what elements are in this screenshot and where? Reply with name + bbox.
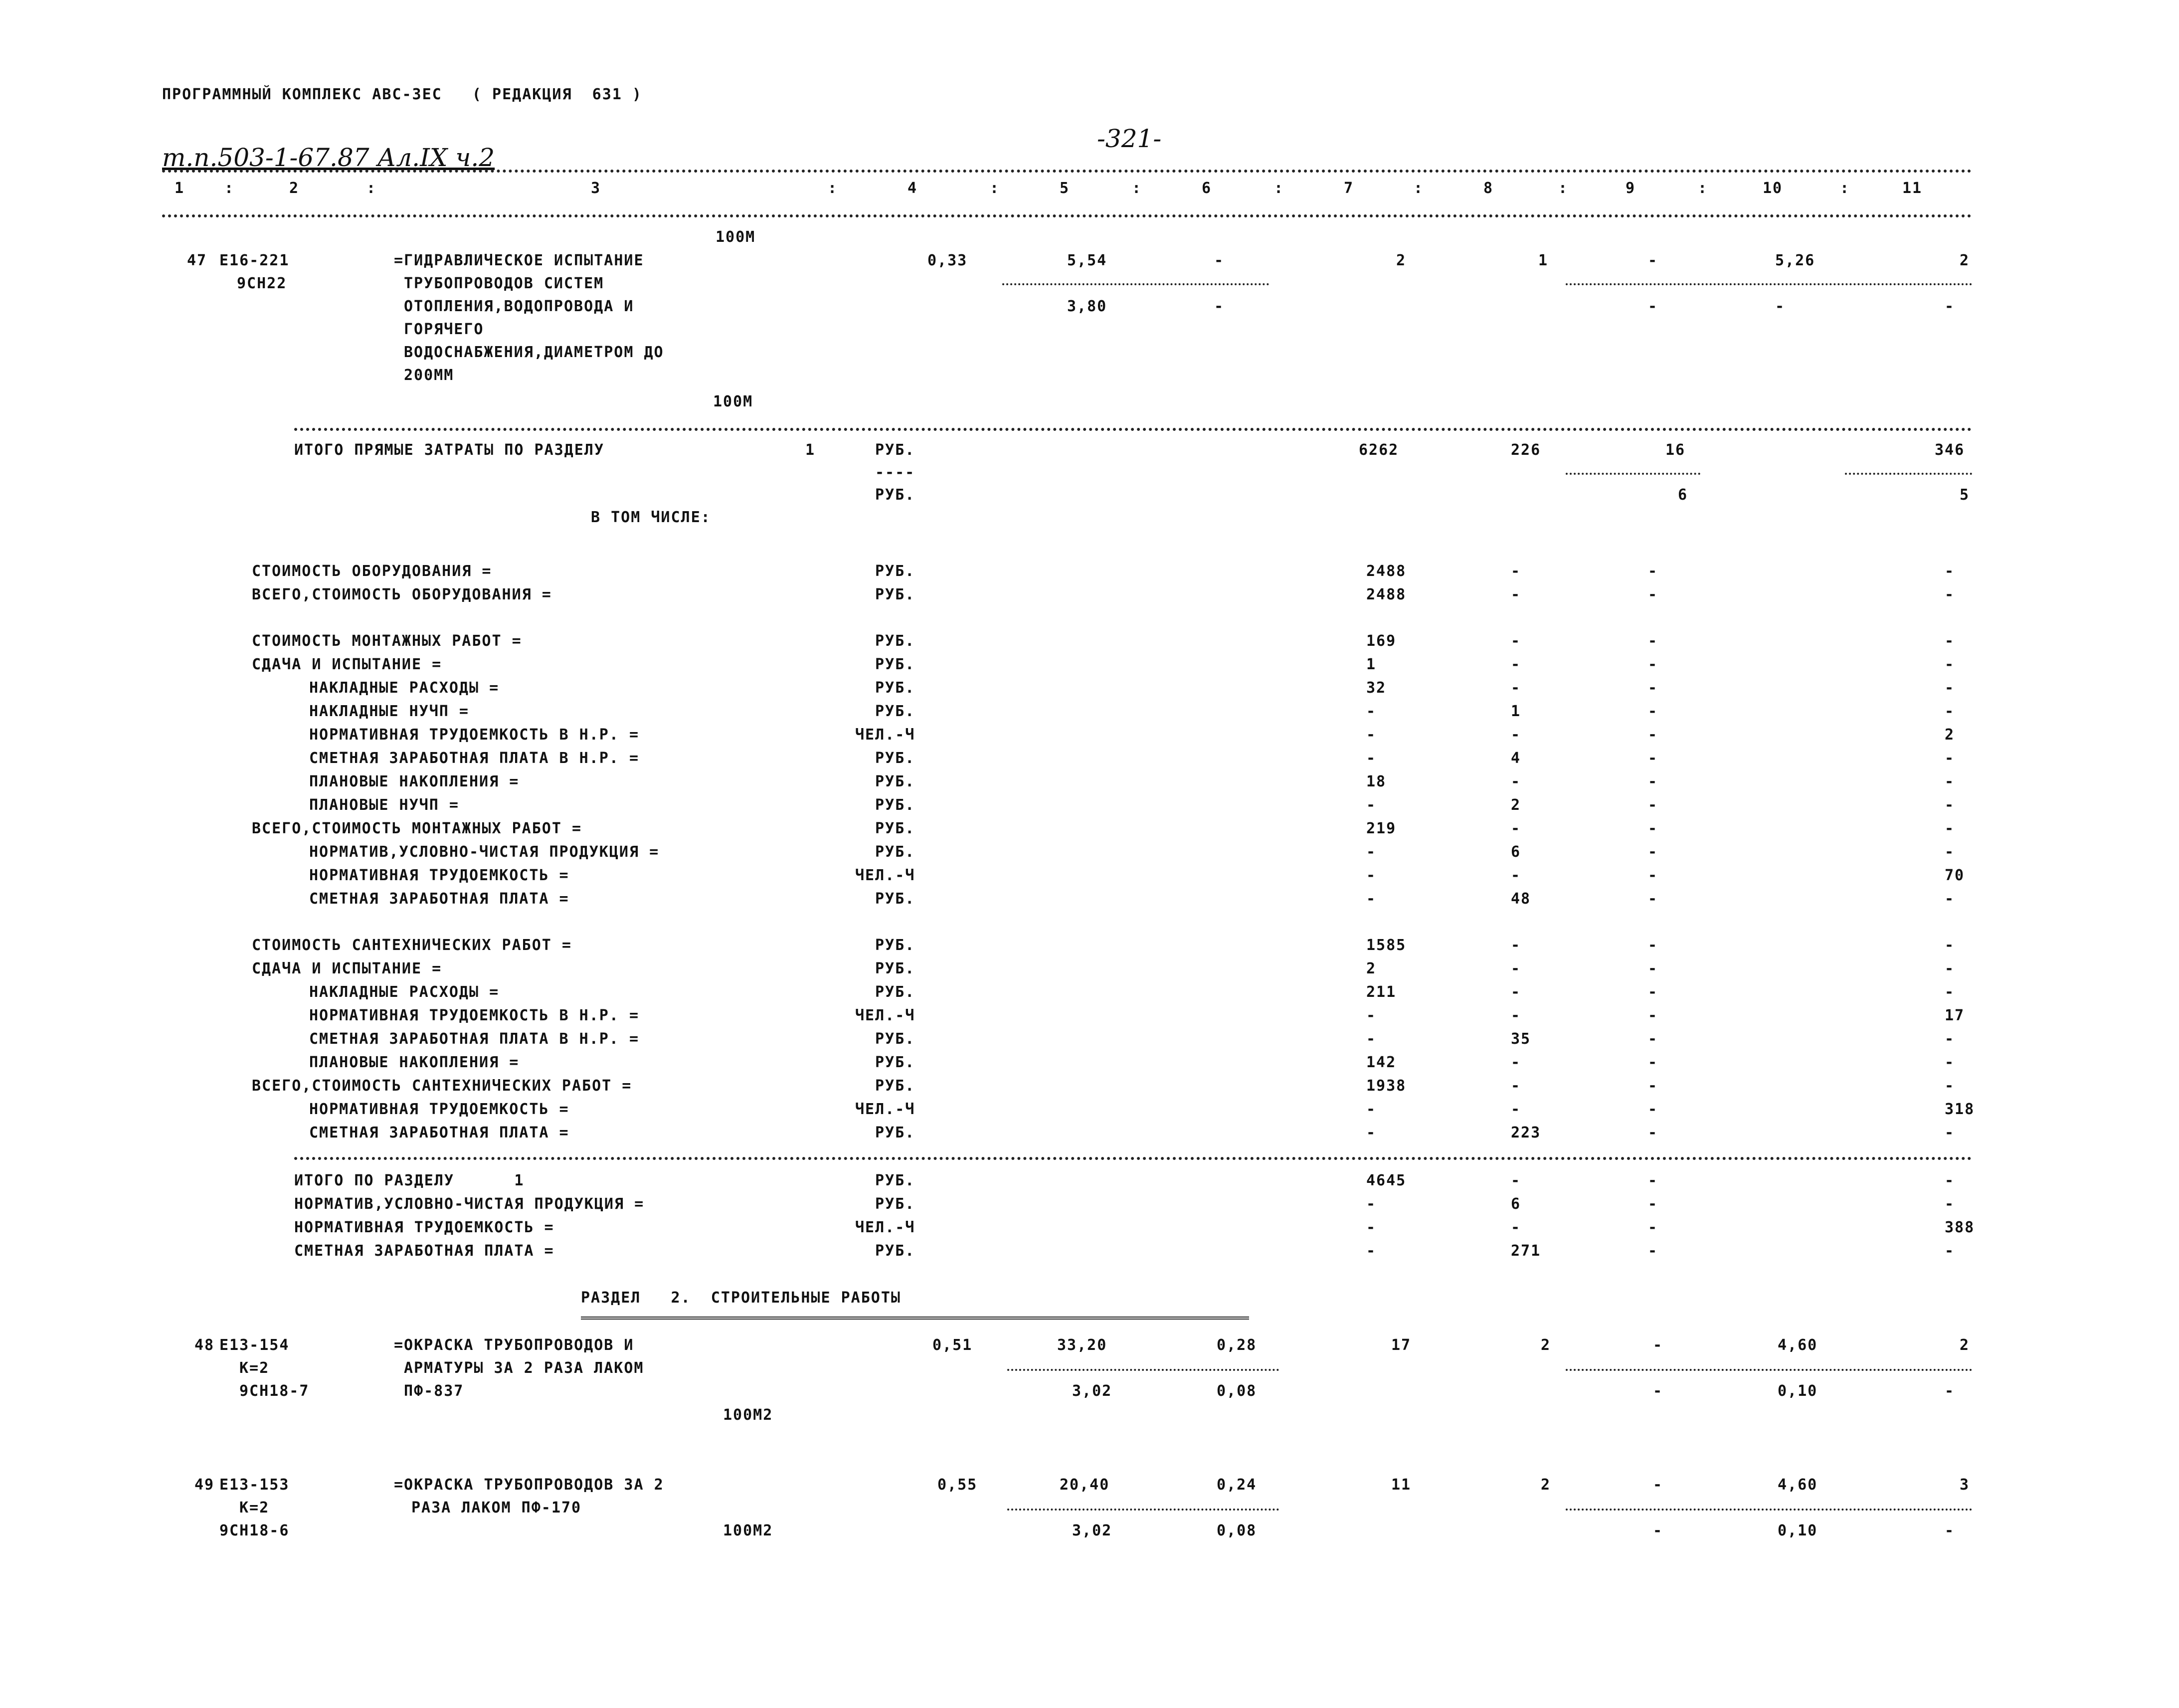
cell-c7: -: [1366, 1195, 1377, 1213]
col-sep: :: [1274, 180, 1284, 197]
unit-label: РУБ.: [875, 441, 915, 459]
row-label: ПЛАНОВЫЕ НАКОПЛЕНИЯ =: [309, 1054, 520, 1071]
cell-c9-lower: 6: [1678, 486, 1688, 504]
cell-c7: -: [1366, 1030, 1377, 1048]
cell-c7: -: [1366, 703, 1377, 720]
cell-c7: 32: [1366, 679, 1387, 697]
cell-c11: -: [1945, 890, 1955, 908]
cell-c9: -: [1648, 1242, 1658, 1260]
cell-c7: -: [1366, 1101, 1377, 1118]
row-unit: РУБ.: [875, 820, 915, 837]
row-unit: РУБ.: [875, 937, 915, 954]
row-unit: РУБ.: [875, 1172, 915, 1189]
cell-c11: -: [1945, 1030, 1955, 1048]
row-label: СМЕТНАЯ ЗАРАБОТНАЯ ПЛАТА =: [309, 1124, 569, 1141]
cell-divider: [1007, 1369, 1279, 1371]
cell-c9: 16: [1665, 441, 1686, 459]
cell-c8: -: [1511, 1007, 1521, 1024]
cell-c7: 18: [1366, 773, 1387, 790]
row-unit: РУБ.: [875, 679, 915, 697]
row-unit: РУБ.: [875, 1030, 915, 1048]
col-5: 5: [1060, 180, 1070, 197]
cell-c7: 211: [1366, 983, 1397, 1001]
row-label: НАКЛАДНЫЕ НУЧП =: [309, 703, 469, 720]
cell-c9: -: [1648, 750, 1658, 767]
cell-c8: 2: [1541, 1476, 1551, 1494]
row-label: НОРМАТИВ,УСЛОВНО-ЧИСТАЯ ПРОДУКЦИЯ =: [309, 843, 660, 861]
item-coefficient: К=2: [239, 1499, 270, 1517]
section-2-underline: [581, 1317, 1249, 1320]
row-unit: РУБ.: [875, 632, 915, 650]
item-code: Е13-153: [219, 1476, 290, 1494]
cell-c11: -: [1945, 1124, 1955, 1141]
cell-c11: 318: [1945, 1101, 1975, 1118]
col-sep: :: [1698, 180, 1708, 197]
cell-c9-lower: -: [1653, 1382, 1663, 1400]
row-unit: РУБ.: [875, 960, 915, 977]
document-reference: т.п.503-1-67.87 Ал.IX ч.2: [162, 143, 495, 172]
cell-c7: -: [1366, 1219, 1377, 1236]
section-rule: [294, 1157, 1972, 1160]
cell-c11: -: [1945, 1195, 1955, 1213]
cell-c9: -: [1648, 983, 1658, 1001]
section-rule: [294, 428, 1972, 431]
cell-c5: 33,20: [1057, 1336, 1107, 1354]
row-unit: РУБ.: [875, 586, 915, 603]
cell-c4: 0,51: [932, 1336, 973, 1354]
cell-c8: -: [1511, 679, 1521, 697]
cell-c9: -: [1648, 1172, 1658, 1189]
cell-c7: 2488: [1366, 586, 1407, 603]
cell-c7: 4645: [1366, 1172, 1407, 1189]
row-unit: РУБ.: [875, 1195, 915, 1213]
unit-dash: ----: [875, 464, 915, 481]
cell-c11: -: [1945, 1172, 1955, 1189]
col-sep: :: [1558, 180, 1569, 197]
item-description-line: =ОКРАСКА ТРУБОПРОВОДОВ И: [394, 1336, 634, 1354]
col-sep: :: [1132, 180, 1142, 197]
col-8: 8: [1483, 180, 1494, 197]
item-unit-top: 100М: [716, 228, 756, 246]
cell-divider: [1002, 283, 1269, 285]
cell-c10: 4,60: [1778, 1336, 1818, 1354]
cell-c11: -: [1945, 1242, 1955, 1260]
row-label: ПЛАНОВЫЕ НАКОПЛЕНИЯ =: [309, 773, 520, 790]
cell-c11: -: [1945, 656, 1955, 673]
cell-c11: -: [1945, 773, 1955, 790]
cell-c8: 35: [1511, 1030, 1531, 1048]
row-unit: РУБ.: [875, 656, 915, 673]
cell-c9-lower: -: [1653, 1522, 1663, 1539]
row-unit: РУБ.: [875, 843, 915, 861]
cell-c11: 3: [1960, 1476, 1970, 1494]
cell-c9: -: [1648, 1101, 1658, 1118]
cell-c8: -: [1511, 773, 1521, 790]
row-unit: ЧЕЛ.-Ч: [855, 726, 915, 744]
cell-c11: 346: [1935, 441, 1965, 459]
cell-c8: -: [1511, 656, 1521, 673]
cell-c10-lower: -: [1775, 298, 1786, 315]
row-label: НАКЛАДНЫЕ РАСХОДЫ =: [309, 983, 500, 1001]
col-sep: :: [828, 180, 838, 197]
cell-c8: -: [1511, 867, 1521, 884]
cell-c9: -: [1648, 1007, 1658, 1024]
row-unit: РУБ.: [875, 563, 915, 580]
item-unit: 100М2: [723, 1522, 773, 1539]
col-10: 10: [1763, 180, 1783, 197]
item-description-line: ОТОПЛЕНИЯ,ВОДОПРОВОДА И: [404, 298, 634, 315]
cell-c9: -: [1648, 937, 1658, 954]
cell-divider: [1566, 283, 1972, 285]
row-label: СМЕТНАЯ ЗАРАБОТНАЯ ПЛАТА =: [309, 890, 569, 908]
cell-c9: -: [1648, 726, 1658, 744]
cell-c11: -: [1945, 1054, 1955, 1071]
cell-c9: -: [1648, 890, 1658, 908]
cell-divider: [1566, 1369, 1972, 1371]
cell-c11: -: [1945, 960, 1955, 977]
cell-c7: 1: [1366, 656, 1377, 673]
cell-c8: -: [1511, 960, 1521, 977]
cell-c7: 2: [1366, 960, 1377, 977]
col-3: 3: [591, 180, 601, 197]
cell-c6: 0,28: [1217, 1336, 1257, 1354]
cell-c9: -: [1648, 1219, 1658, 1236]
row-unit: РУБ.: [875, 750, 915, 767]
item-unit-bottom: 100М: [713, 393, 753, 410]
cell-c11-lower: -: [1945, 1382, 1955, 1400]
including-heading: В ТОМ ЧИСЛЕ:: [591, 509, 711, 526]
cell-c11: -: [1945, 1077, 1955, 1095]
cell-c7: -: [1366, 796, 1377, 814]
cell-c8: 4: [1511, 750, 1521, 767]
cell-c9-lower: -: [1648, 298, 1658, 315]
cell-divider: [1845, 473, 1972, 475]
cell-c4: 0,55: [937, 1476, 978, 1494]
row-label: НОРМАТИВНАЯ ТРУДОЕМКОСТЬ В Н.Р. =: [309, 726, 640, 744]
cell-c11: -: [1945, 843, 1955, 861]
cell-c9: -: [1653, 1336, 1663, 1354]
cell-divider: [1566, 1509, 1972, 1511]
program-line: ПРОГРАММНЫЙ КОМПЛЕКС АВС-ЗЕС ( РЕДАКЦИЯ 631 ): [162, 86, 642, 103]
cell-c7: -: [1366, 1124, 1377, 1141]
cell-c10: 5,26: [1775, 252, 1816, 269]
row-unit: РУБ.: [875, 983, 915, 1001]
row-unit: РУБ.: [875, 890, 915, 908]
header-bottom-rule: [162, 214, 1972, 217]
item-description-line: АРМАТУРЫ ЗА 2 РАЗА ЛАКОМ: [404, 1359, 644, 1377]
cell-c9: -: [1648, 586, 1658, 603]
cell-c9: -: [1648, 1030, 1658, 1048]
item-coefficient: К=2: [239, 1359, 270, 1377]
cell-c11: 388: [1945, 1219, 1975, 1236]
cell-c11: -: [1945, 750, 1955, 767]
cell-c8: -: [1511, 586, 1521, 603]
row-label: ИТОГО ПО РАЗДЕЛУ 1: [294, 1172, 525, 1189]
col-sep: :: [224, 180, 235, 197]
cell-c8: -: [1511, 726, 1521, 744]
item-code-secondary: 9СН18-7: [239, 1382, 310, 1400]
cell-c11: -: [1945, 703, 1955, 720]
cell-c5-lower: 3,02: [1072, 1382, 1112, 1400]
row-unit: ЧЕЛ.-Ч: [855, 867, 915, 884]
cell-c8: 2: [1511, 796, 1521, 814]
row-unit: РУБ.: [875, 1242, 915, 1260]
item-description-line: 200ММ: [404, 367, 454, 384]
cell-c11: 2: [1960, 252, 1970, 269]
row-label: СТОИМОСТЬ САНТЕХНИЧЕСКИХ РАБОТ =: [252, 937, 572, 954]
item-code: Е16-221: [219, 252, 290, 269]
row-unit: РУБ.: [875, 773, 915, 790]
cell-c7: 11: [1391, 1476, 1412, 1494]
cell-c11: -: [1945, 563, 1955, 580]
col-sep: :: [1414, 180, 1424, 197]
cell-c6-lower: 0,08: [1217, 1382, 1257, 1400]
cell-c7: -: [1366, 867, 1377, 884]
cell-c9: -: [1648, 656, 1658, 673]
row-label: НОРМАТИВНАЯ ТРУДОЕМКОСТЬ В Н.Р. =: [309, 1007, 640, 1024]
item-description-line: РАЗА ЛАКОМ ПФ-170: [411, 1499, 582, 1517]
item-description-line: ГОРЯЧЕГО: [404, 321, 484, 338]
cell-c5-lower: 3,02: [1072, 1522, 1112, 1539]
row-unit: ЧЕЛ.-Ч: [855, 1007, 915, 1024]
cell-c9: -: [1648, 679, 1658, 697]
cell-c8: -: [1511, 1054, 1521, 1071]
row-label: ВСЕГО,СТОИМОСТЬ МОНТАЖНЫХ РАБОТ =: [252, 820, 582, 837]
cell-c11-lower: -: [1945, 1522, 1955, 1539]
item-description-line: ТРУБОПРОВОДОВ СИСТЕМ: [404, 275, 604, 292]
cell-c8: 2: [1541, 1336, 1551, 1354]
cell-c7: 17: [1391, 1336, 1412, 1354]
item-unit: 100М2: [723, 1406, 773, 1424]
col-6: 6: [1202, 180, 1212, 197]
cell-c8: 1: [1538, 252, 1549, 269]
cell-c7: 169: [1366, 632, 1397, 650]
cell-c6: -: [1214, 252, 1225, 269]
item-code-secondary: 9СН22: [237, 275, 287, 292]
cell-c9: -: [1648, 867, 1658, 884]
cell-c8: 6: [1511, 1195, 1521, 1213]
col-4: 4: [908, 180, 918, 197]
cell-divider: [1007, 1509, 1279, 1511]
col-sep: :: [1840, 180, 1850, 197]
row-unit: РУБ.: [875, 703, 915, 720]
cell-c11: -: [1945, 679, 1955, 697]
cell-c9: -: [1648, 820, 1658, 837]
row-label: НАКЛАДНЫЕ РАСХОДЫ =: [309, 679, 500, 697]
item-number: 49: [194, 1476, 215, 1494]
cell-c11: 2: [1945, 726, 1955, 744]
cell-c7: 6262: [1359, 441, 1399, 459]
row-label: НОРМАТИВНАЯ ТРУДОЕМКОСТЬ =: [309, 867, 569, 884]
col-7: 7: [1344, 180, 1354, 197]
cell-c7: 219: [1366, 820, 1397, 837]
row-label: СТОИМОСТЬ МОНТАЖНЫХ РАБОТ =: [252, 632, 522, 650]
cell-c8: -: [1511, 937, 1521, 954]
cell-c9: -: [1648, 252, 1658, 269]
cell-c11: -: [1945, 586, 1955, 603]
cell-c9: -: [1653, 1476, 1663, 1494]
row-label: ВСЕГО,СТОИМОСТЬ ОБОРУДОВАНИЯ =: [252, 586, 552, 603]
cell-c5: 5,54: [1067, 252, 1107, 269]
cell-c9: -: [1648, 1077, 1658, 1095]
cell-c9: -: [1648, 563, 1658, 580]
cell-c9: -: [1648, 1124, 1658, 1141]
cell-c7: -: [1366, 726, 1377, 744]
cell-c11: 2: [1960, 1336, 1970, 1354]
cell-c11: 17: [1945, 1007, 1965, 1024]
col-2: 2: [289, 180, 300, 197]
cell-c8: -: [1511, 983, 1521, 1001]
cell-c7: -: [1366, 843, 1377, 861]
cell-c6-lower: -: [1214, 298, 1225, 315]
cell-c9: -: [1648, 960, 1658, 977]
cell-c9: -: [1648, 1195, 1658, 1213]
cell-c8: 6: [1511, 843, 1521, 861]
row-label: СМЕТНАЯ ЗАРАБОТНАЯ ПЛАТА =: [294, 1242, 554, 1260]
item-description-line: =ОКРАСКА ТРУБОПРОВОДОВ ЗА 2: [394, 1476, 664, 1494]
total-direct-label: ИТОГО ПРЯМЫЕ ЗАТРАТЫ ПО РАЗДЕЛУ: [294, 441, 604, 459]
cell-c10-lower: 0,10: [1778, 1382, 1818, 1400]
cell-c6: 0,24: [1217, 1476, 1257, 1494]
row-unit: РУБ.: [875, 796, 915, 814]
col-11: 11: [1902, 180, 1923, 197]
row-label: НОРМАТИВНАЯ ТРУДОЕМКОСТЬ =: [309, 1101, 569, 1118]
item-description-line: =ГИДРАВЛИЧЕСКОЕ ИСПЫТАНИЕ: [394, 252, 644, 269]
cell-c11-lower: 5: [1960, 486, 1970, 504]
cell-c10-lower: 0,10: [1778, 1522, 1818, 1539]
cell-c8: -: [1511, 1101, 1521, 1118]
cell-c7: -: [1366, 1007, 1377, 1024]
cell-c7: 2: [1396, 252, 1407, 269]
cell-c9: -: [1648, 632, 1658, 650]
cell-c7: -: [1366, 1242, 1377, 1260]
row-unit: РУБ.: [875, 1054, 915, 1071]
cell-c9: -: [1648, 703, 1658, 720]
row-unit: РУБ.: [875, 1077, 915, 1095]
cell-c11-lower: -: [1945, 298, 1955, 315]
cell-c5-lower: 3,80: [1067, 298, 1107, 315]
cell-c11: -: [1945, 632, 1955, 650]
item-description-line: ВОДОСНАБЖЕНИЯ,ДИАМЕТРОМ ДО: [404, 344, 664, 361]
item-code-secondary: 9СН18-6: [219, 1522, 290, 1539]
cell-c10: 4,60: [1778, 1476, 1818, 1494]
row-unit: ЧЕЛ.-Ч: [855, 1219, 915, 1236]
cell-c9: -: [1648, 1054, 1658, 1071]
total-direct-section: 1: [805, 441, 816, 459]
cell-c7: 2488: [1366, 563, 1407, 580]
cell-c8: -: [1511, 820, 1521, 837]
row-label: НОРМАТИВ,УСЛОВНО-ЧИСТАЯ ПРОДУКЦИЯ =: [294, 1195, 645, 1213]
cell-c8: -: [1511, 563, 1521, 580]
cell-c9: -: [1648, 796, 1658, 814]
col-sep: :: [366, 180, 377, 197]
row-label: ВСЕГО,СТОИМОСТЬ САНТЕХНИЧЕСКИХ РАБОТ =: [252, 1077, 632, 1095]
cell-c8: 1: [1511, 703, 1521, 720]
item-number: 47: [187, 252, 207, 269]
cell-c8: -: [1511, 1219, 1521, 1236]
row-label: СТОИМОСТЬ ОБОРУДОВАНИЯ =: [252, 563, 492, 580]
col-sep: :: [990, 180, 1000, 197]
row-label: СДАЧА И ИСПЫТАНИЕ =: [252, 656, 442, 673]
page-number: -321-: [1097, 124, 1162, 153]
cell-c7: 1585: [1366, 937, 1407, 954]
cell-c4: 0,33: [927, 252, 968, 269]
cell-c7: 1938: [1366, 1077, 1407, 1095]
cell-c8: -: [1511, 1172, 1521, 1189]
col-1: 1: [175, 180, 185, 197]
cell-c7: -: [1366, 750, 1377, 767]
cell-c8: 271: [1511, 1242, 1541, 1260]
row-label: СМЕТНАЯ ЗАРАБОТНАЯ ПЛАТА В Н.Р. =: [309, 1030, 640, 1048]
header-top-rule: [162, 170, 1972, 173]
cell-c8: -: [1511, 632, 1521, 650]
item-number: 48: [194, 1336, 215, 1354]
item-code: Е13-154: [219, 1336, 290, 1354]
cell-c8: 226: [1511, 441, 1541, 459]
row-unit: ЧЕЛ.-Ч: [855, 1101, 915, 1118]
row-label: НОРМАТИВНАЯ ТРУДОЕМКОСТЬ =: [294, 1219, 554, 1236]
cell-c7: 142: [1366, 1054, 1397, 1071]
cell-c8: 223: [1511, 1124, 1541, 1141]
item-description-line: ПФ-837: [404, 1382, 464, 1400]
cell-c11: -: [1945, 796, 1955, 814]
cell-c11: -: [1945, 820, 1955, 837]
cell-c8: 48: [1511, 890, 1531, 908]
row-label: СДАЧА И ИСПЫТАНИЕ =: [252, 960, 442, 977]
cell-c6-lower: 0,08: [1217, 1522, 1257, 1539]
cell-c11: 70: [1945, 867, 1965, 884]
cell-c5: 20,40: [1060, 1476, 1110, 1494]
row-label: СМЕТНАЯ ЗАРАБОТНАЯ ПЛАТА В Н.Р. =: [309, 750, 640, 767]
cell-c11: -: [1945, 983, 1955, 1001]
cell-divider: [1566, 473, 1700, 475]
unit-label: РУБ.: [875, 486, 915, 504]
section-2-title: РАЗДЕЛ 2. СТРОИТЕЛЬНЫЕ РАБОТЫ: [581, 1289, 901, 1307]
cell-c7: -: [1366, 890, 1377, 908]
cell-c9: -: [1648, 843, 1658, 861]
row-label: ПЛАНОВЫЕ НУЧП =: [309, 796, 459, 814]
cell-c11: -: [1945, 937, 1955, 954]
col-9: 9: [1626, 180, 1636, 197]
cell-c9: -: [1648, 773, 1658, 790]
cell-c8: -: [1511, 1077, 1521, 1095]
row-unit: РУБ.: [875, 1124, 915, 1141]
